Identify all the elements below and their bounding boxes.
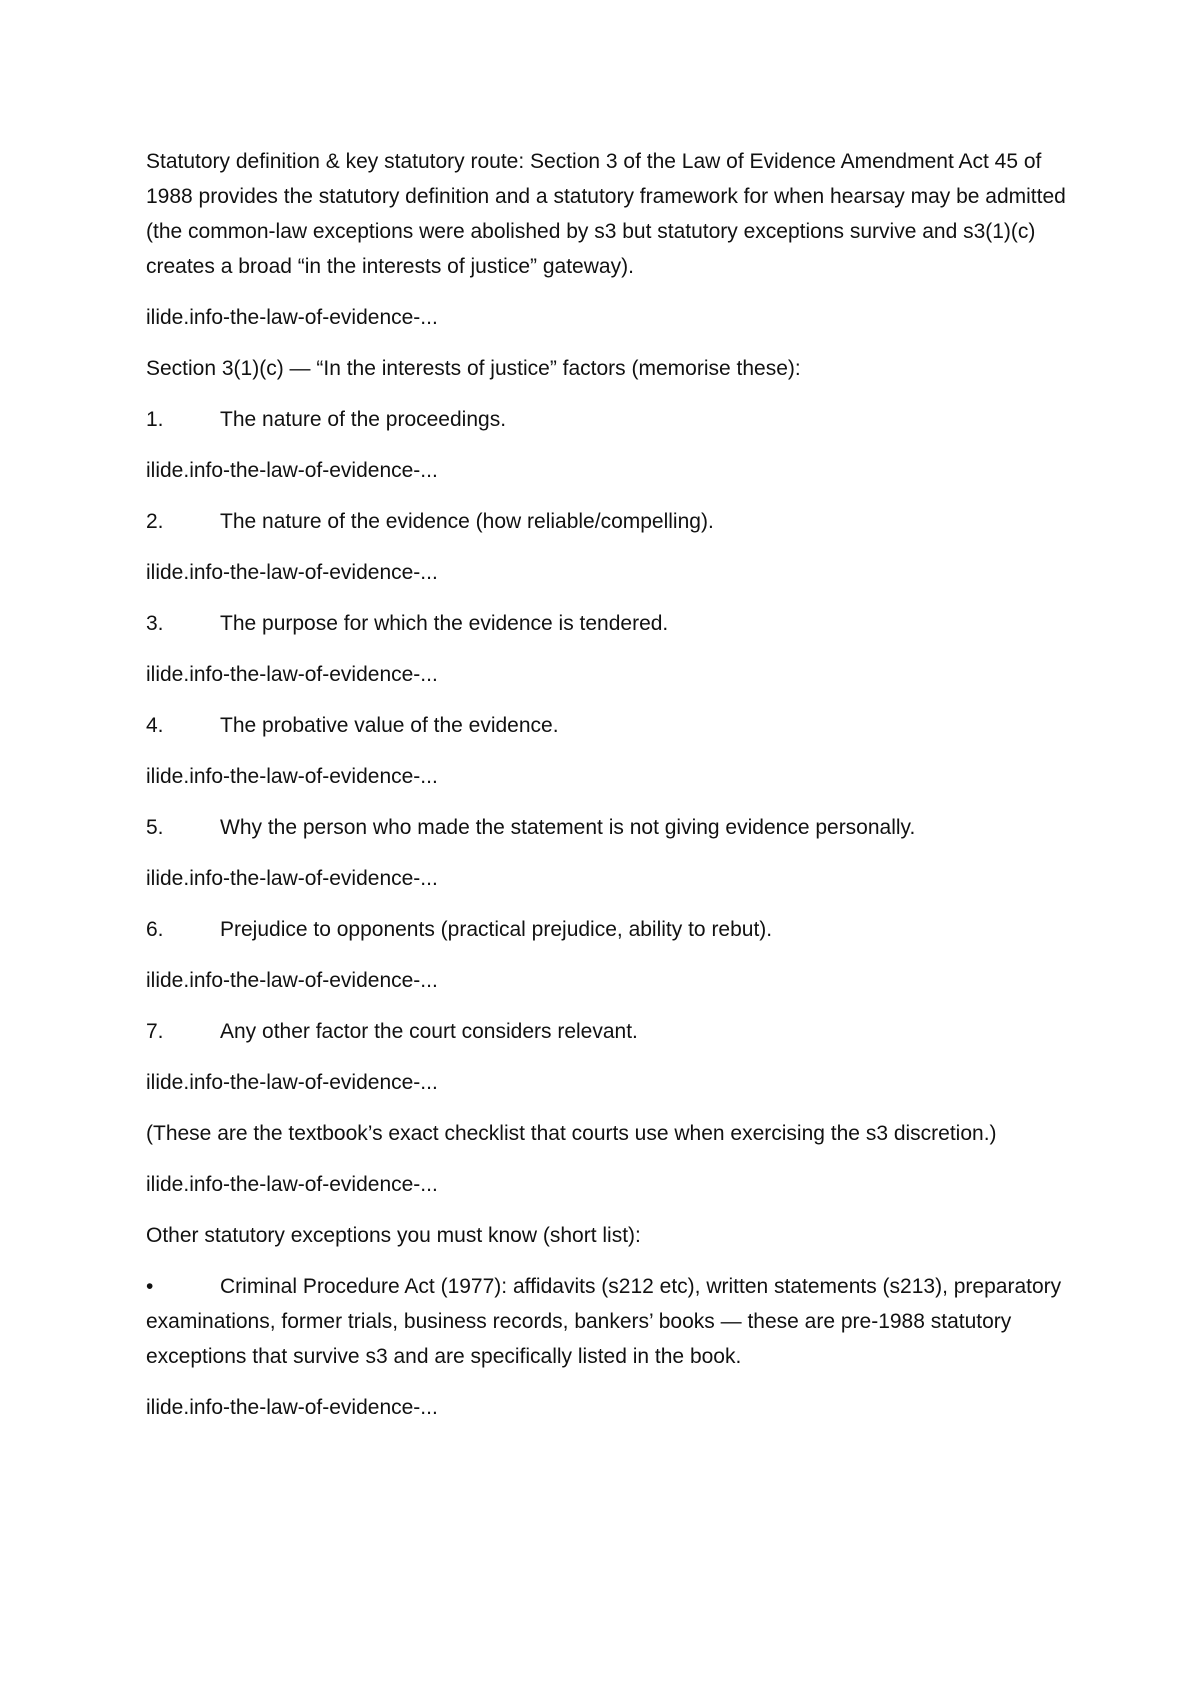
factor-number: 5. xyxy=(146,816,164,839)
factor-number: 4. xyxy=(146,714,164,737)
factor-text: The nature of the evidence (how reliable/compelling). xyxy=(220,510,714,533)
source-reference: ilide.info-the-law-of-evidence-... xyxy=(146,1396,438,1419)
factors-heading: Section 3(1)(c) — “In the interests of justice” factors (memorise these): xyxy=(146,357,801,380)
factor-item xyxy=(146,504,1066,539)
factor-text: The purpose for which the evidence is tendered. xyxy=(220,612,669,635)
source-reference: ilide.info-the-law-of-evidence-... xyxy=(146,765,438,788)
factor-text: The probative value of the evidence. xyxy=(220,714,559,737)
source-reference: ilide.info-the-law-of-evidence-... xyxy=(146,1173,438,1196)
factor-item xyxy=(146,402,1066,437)
factor-number: 7. xyxy=(146,1020,164,1043)
factor-item xyxy=(146,810,1066,845)
factor-text: Any other factor the court considers relevant. xyxy=(220,1020,638,1043)
source-reference: ilide.info-the-law-of-evidence-... xyxy=(146,867,438,890)
document-body xyxy=(146,144,1066,1441)
source-reference: ilide.info-the-law-of-evidence-... xyxy=(146,969,438,992)
source-reference: ilide.info-the-law-of-evidence-... xyxy=(146,306,438,329)
checklist-note: (These are the textbook’s exact checklist that courts use when exercising the s3 discretion.) xyxy=(146,1122,997,1145)
factor-text: The nature of the proceedings. xyxy=(220,408,507,431)
source-reference: ilide.info-the-law-of-evidence-... xyxy=(146,459,438,482)
factor-item xyxy=(146,1014,1066,1049)
factor-number: 6. xyxy=(146,918,164,941)
factor-number: 1. xyxy=(146,408,164,431)
factor-item xyxy=(146,708,1066,743)
factor-item xyxy=(146,606,1066,641)
bullet-icon: • xyxy=(146,1275,154,1298)
factor-text: Why the person who made the statement is not giving evidence personally. xyxy=(220,816,916,839)
factor-item xyxy=(146,912,1066,947)
other-exceptions-heading: Other statutory exceptions you must know (short list): xyxy=(146,1224,641,1247)
source-reference: ilide.info-the-law-of-evidence-... xyxy=(146,561,438,584)
source-reference: ilide.info-the-law-of-evidence-... xyxy=(146,663,438,686)
factor-number: 3. xyxy=(146,612,164,635)
bullet-item xyxy=(146,1269,1066,1374)
intro-paragraph: Statutory definition & key statutory route: Section 3 of the Law of Evidence Amendment Act 45 of 1988 provides the statutory definition and a statutory framework for when hearsay may be admitted (the common-law exceptions were abolished by s3 but statutory exceptions survive and s3(1)(c) creates a broad “in the interests of justice” gateway). xyxy=(146,150,1066,278)
source-reference: ilide.info-the-law-of-evidence-... xyxy=(146,1071,438,1094)
factor-text: Prejudice to opponents (practical prejudice, ability to rebut). xyxy=(220,918,773,941)
factor-number: 2. xyxy=(146,510,164,533)
bullet-text: Criminal Procedure Act (1977): affidavits (s212 etc), written statements (s213), preparatory examinations, former trials, business records, bankers’ books — these are pre-1988 statutory exceptions that survive s3 and are specifically listed in the book. xyxy=(146,1275,1062,1368)
